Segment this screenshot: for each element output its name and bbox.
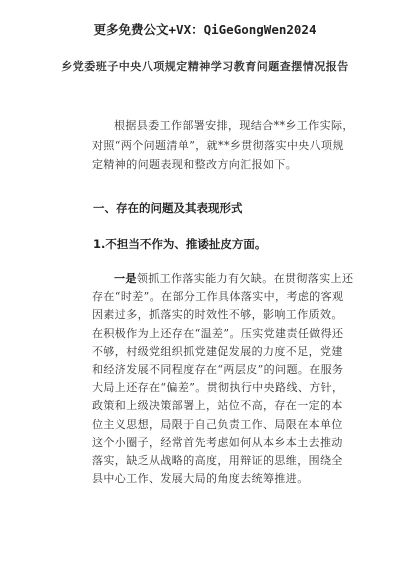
body-paragraph <box>92 270 354 488</box>
header-watermark: 更多免费公文+VX：QiGeGongWen2024 <box>93 22 317 37</box>
paragraph-text: 领抓工作落实能力有欠缺。在贯彻落实上还存在“时差”。在部分工作具体落实中，考虑的客观因素过多，抓落实的时效性不够，影响工作质效。在积极作为上还存在“温差”。压实党建责任做得还不够，村级党组织抓党建促发展的力度不足，党建和经济发展不同程度存在“两层皮”的问题。在服务大局上还存在“偏差”。贯彻执行中央路线、方针，政策和上级决策部署上，站位不高，存在一定的本位主义思想，局限于自己负责工作、局限在本单位这个小圈子，经常首先考虑如何从本乡本土去推动落实，缺乏从战略的高度，用辩证的思维，围绕全县中心工作、发展大局的角度去统筹推进。 <box>92 272 354 486</box>
section-heading: 一、存在的问题及其表现形式 <box>93 201 243 215</box>
paragraph-lead: 一是 <box>114 272 137 285</box>
subsection-heading: 1.不担当不作为、推诿扯皮方面。 <box>93 237 267 251</box>
intro-text: 根据县委工作部署安排，现结合**乡工作实际，对照“两个问题清单”，就**乡贯彻落实中央八项规定精神的问题表现和整改方向汇报如下。 <box>92 119 354 171</box>
document-title: 乡党委班子中央八项规定精神学习教育问题查摆情况报告 <box>61 60 349 73</box>
intro-paragraph <box>92 116 354 175</box>
